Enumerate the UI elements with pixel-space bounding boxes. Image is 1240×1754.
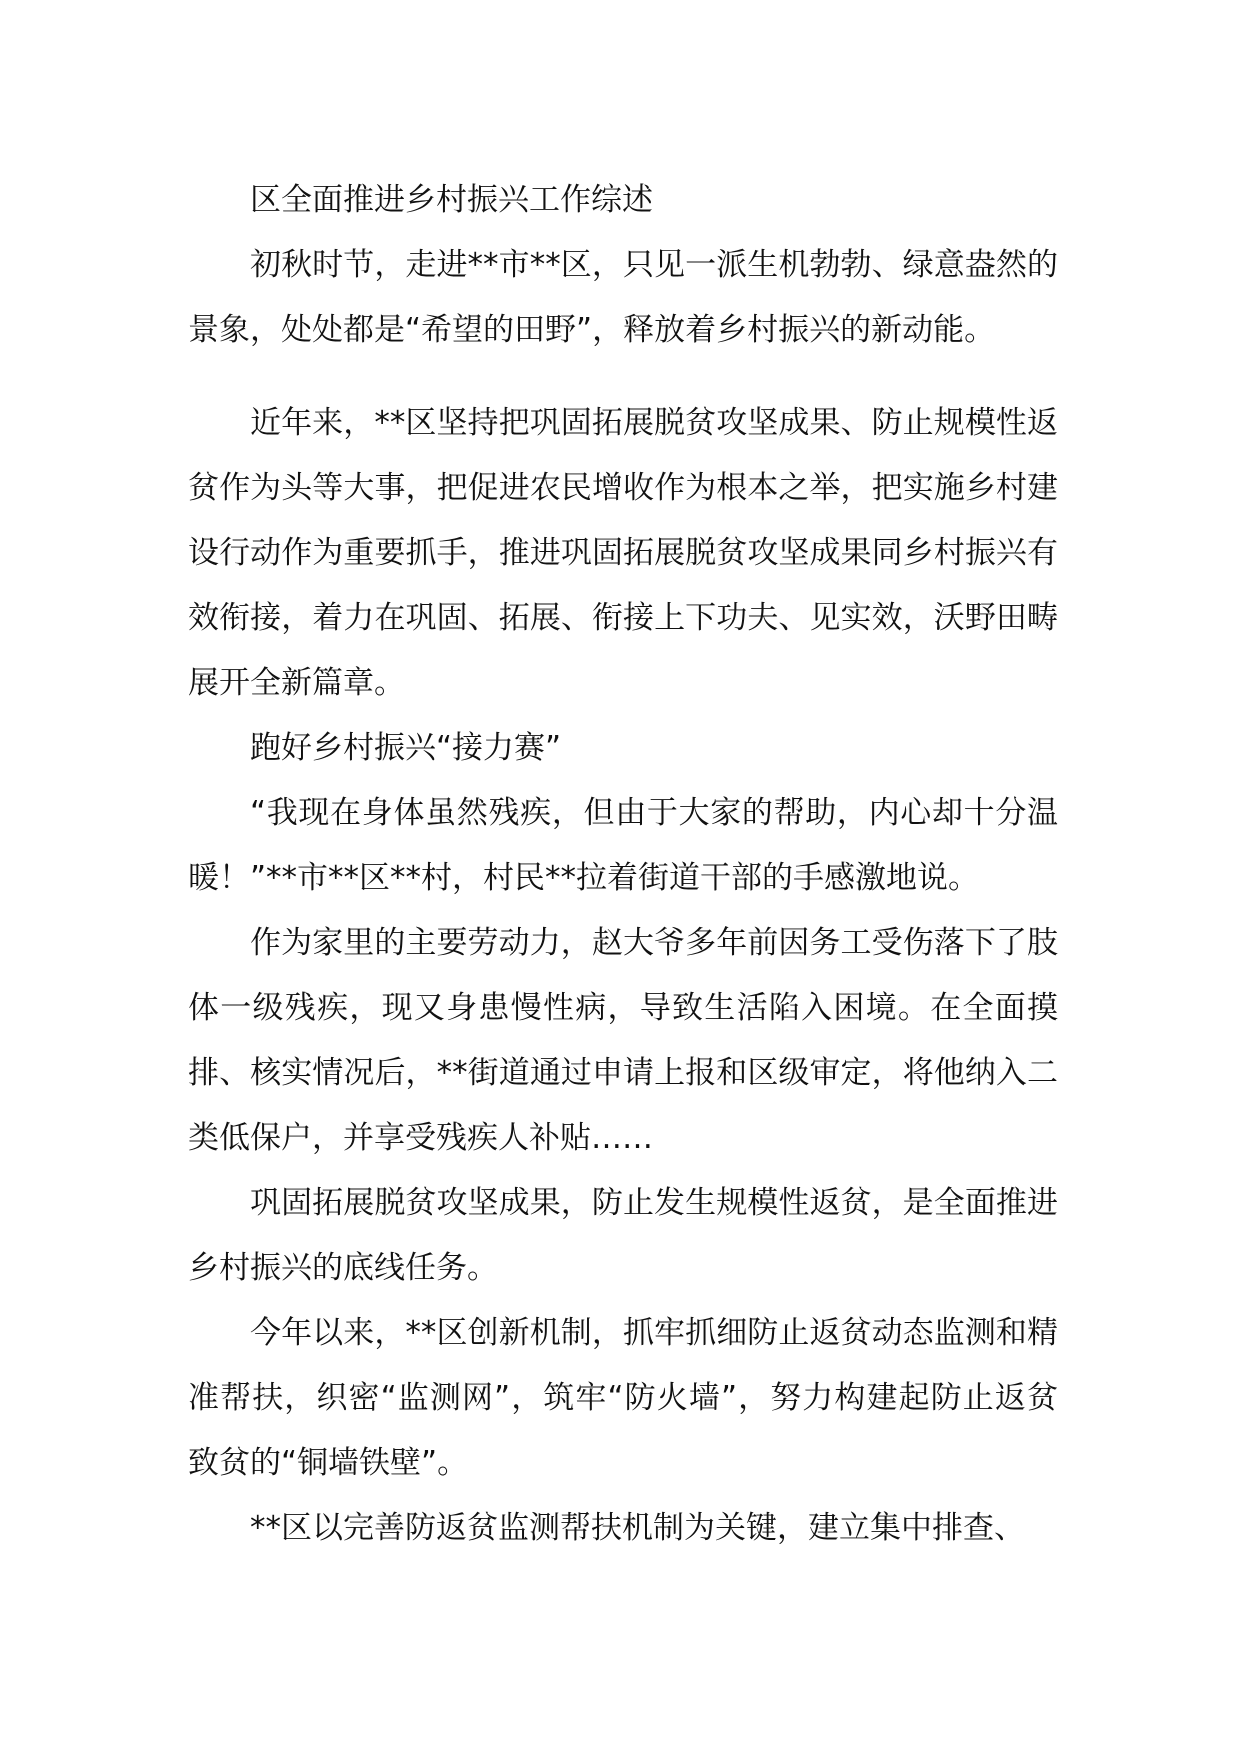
document-body [188,168,1058,1561]
document-title: 区全面推进乡村振兴工作综述 [250,182,653,218]
paragraph-gap [188,363,1058,391]
paragraph-3: “我现在身体虽然残疾，但由于大家的帮助，内心却十分温暖！”**市**区**村，村民**拉着街道干部的手感激地说。 [188,795,1058,896]
section-heading: 跑好乡村振兴“接力赛” [250,730,562,766]
paragraph-4: 作为家里的主要劳动力，赵大爷多年前因务工受伤落下了肢体一级残疾，现又身患慢性病，导致生活陷入困境。在全面摸排、核实情况后，**街道通过申请上报和区级审定，将他纳入二类低保户，并享受残疾人补贴…… [188,925,1058,1156]
paragraph-6: 今年以来，**区创新机制，抓牢抓细防止返贫动态监测和精准帮扶，织密“监测网”，筑牢“防火墙”，努力构建起防止返贫致贫的“铜墙铁壁”。 [188,1315,1058,1481]
paragraph-2: 近年来，**区坚持把巩固拓展脱贫攻坚成果、防止规模性返贫作为头等大事，把促进农民增收作为根本之举，把实施乡村建设行动作为重要抓手，推进巩固拓展脱贫攻坚成果同乡村振兴有效衔接，着力在巩固、拓展、衔接上下功夫、见实效，沃野田畴展开全新篇章。 [188,405,1058,701]
paragraph-1: 初秋时节，走进**市**区，只见一派生机勃勃、绿意盎然的景象，处处都是“希望的田野”，释放着乡村振兴的新动能。 [188,247,1058,348]
paragraph-5: 巩固拓展脱贫攻坚成果，防止发生规模性返贫，是全面推进乡村振兴的底线任务。 [188,1185,1058,1286]
paragraph-7: **区以完善防返贫监测帮扶机制为关键，建立集中排查、 [250,1510,1025,1546]
